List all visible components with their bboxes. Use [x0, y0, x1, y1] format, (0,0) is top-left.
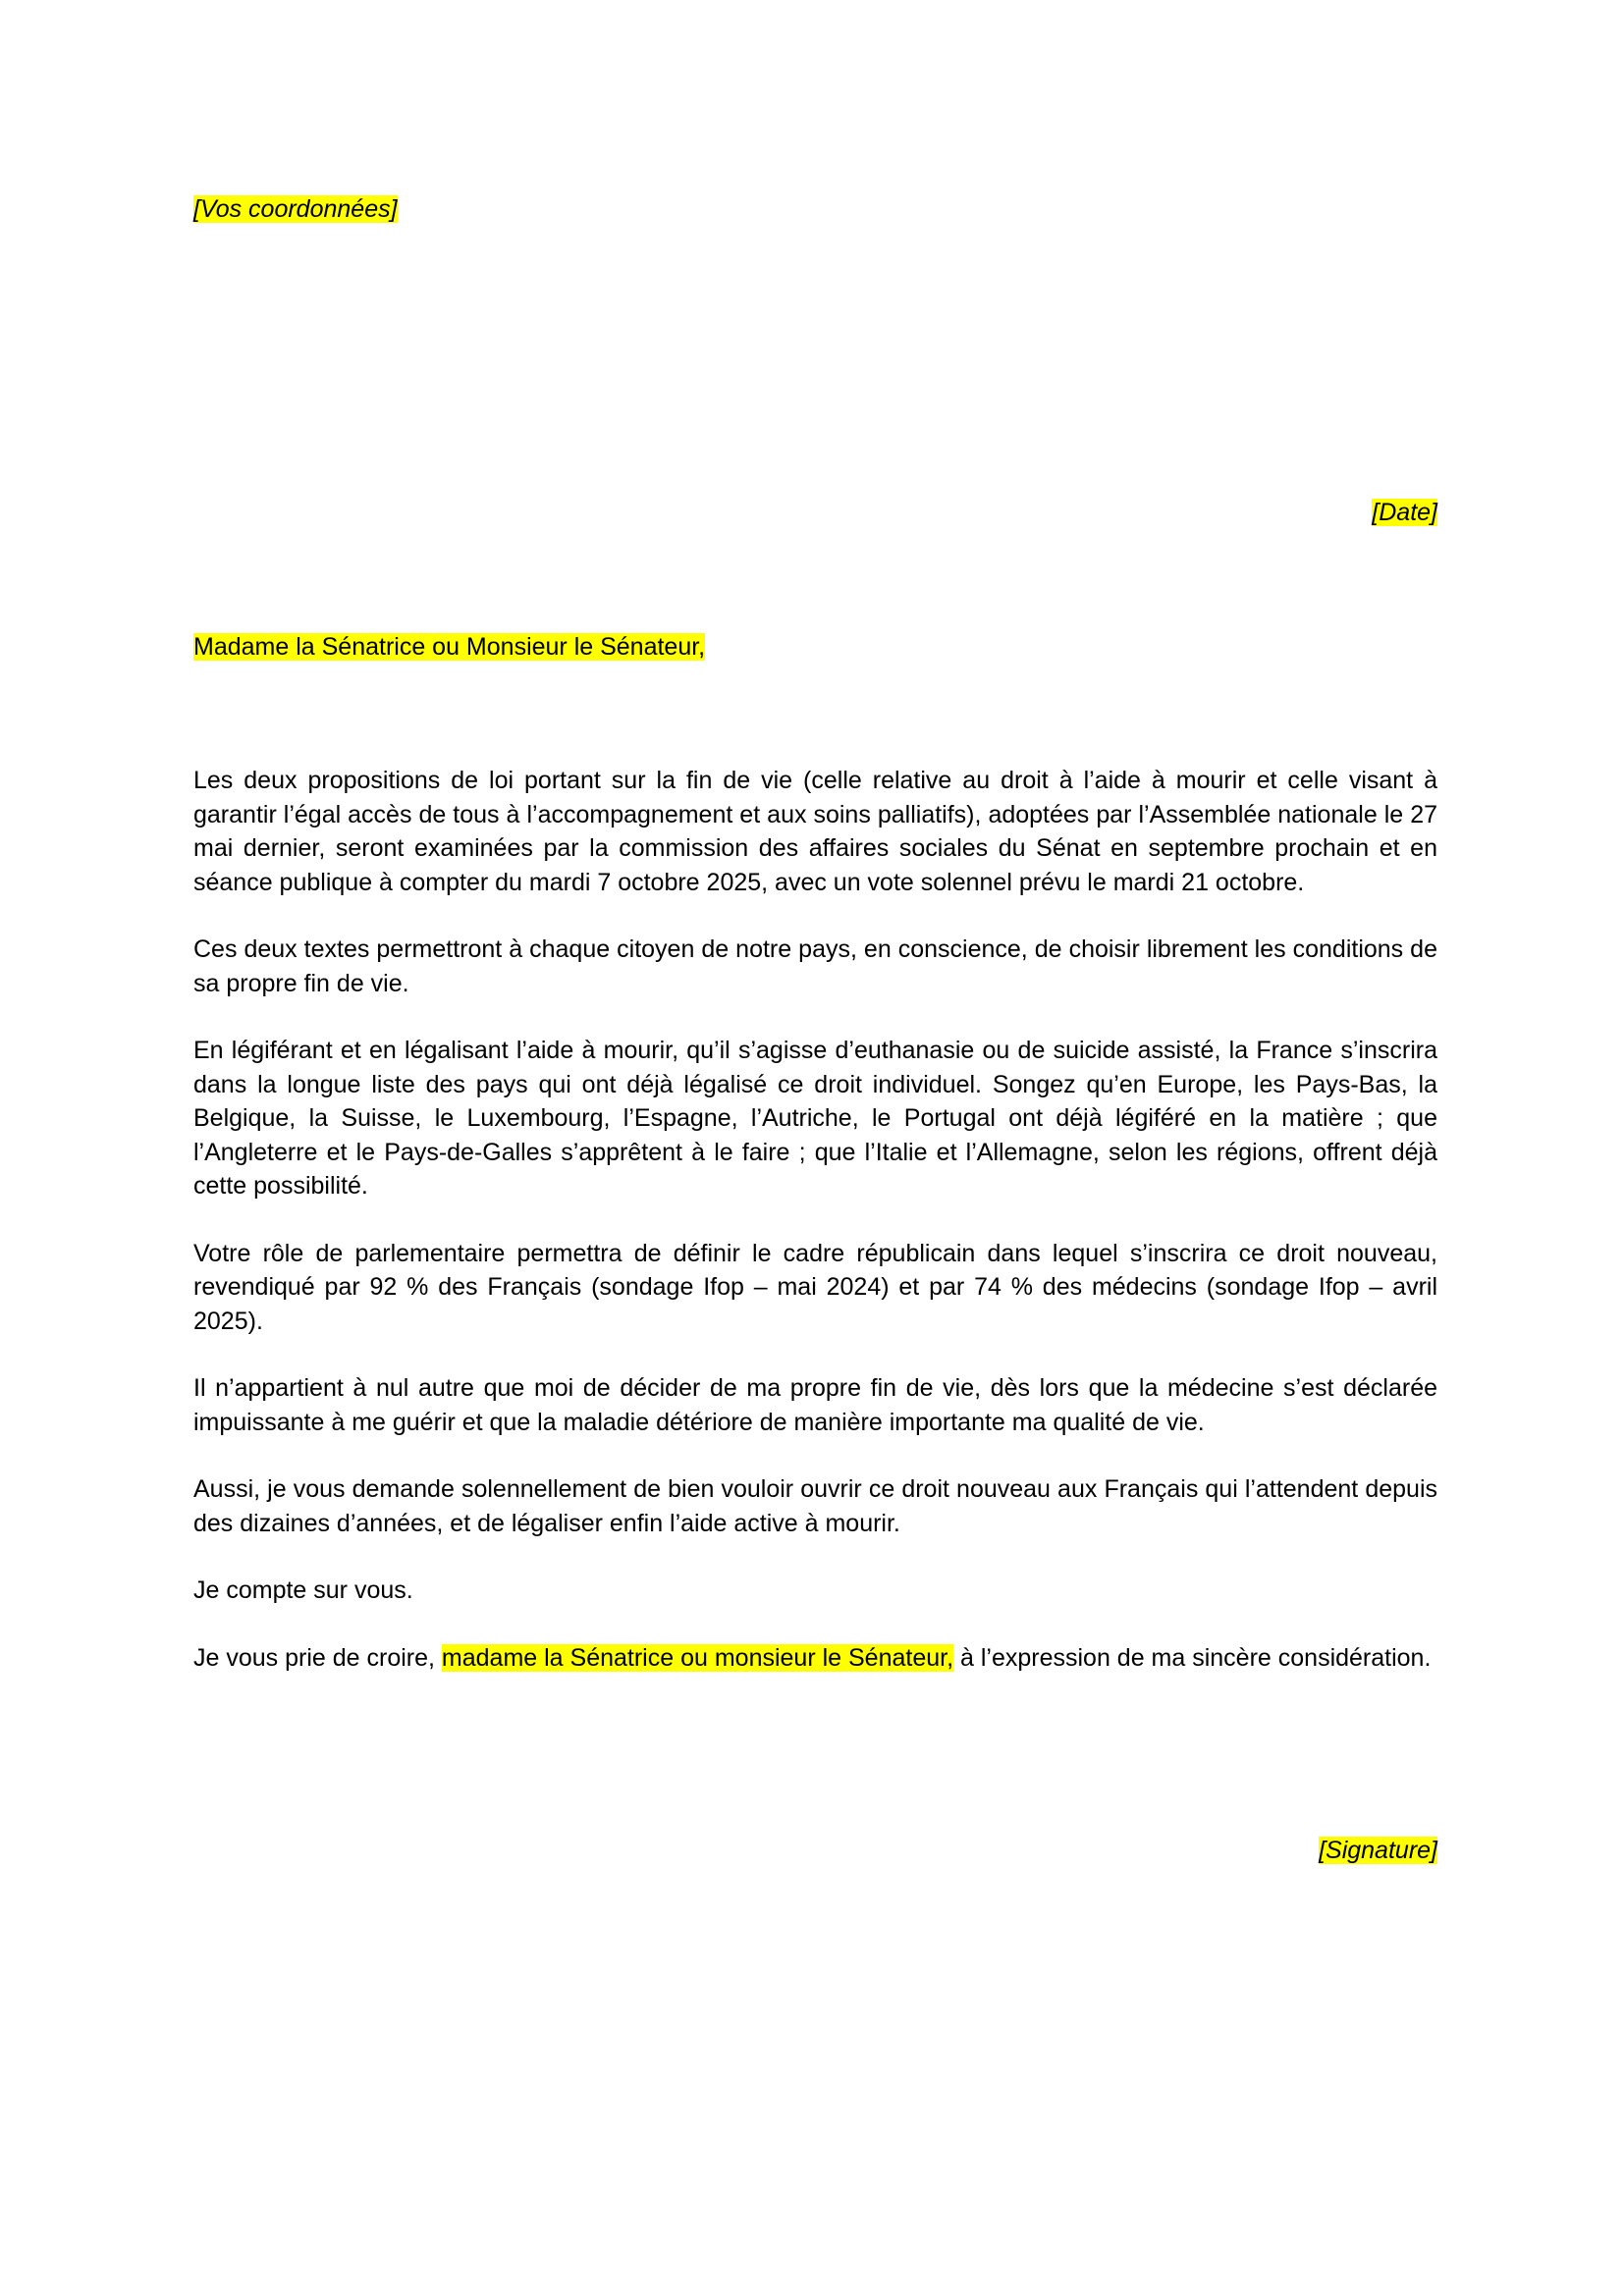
paragraph-2: Ces deux textes permettront à chaque citoyen de notre pays, en conscience, de choisir librement les conditions de sa propre fin de vie.	[193, 935, 1437, 997]
signature-placeholder	[1319, 1834, 1437, 1867]
salutation	[193, 630, 705, 664]
closing-formula	[193, 1641, 1437, 1676]
date-placeholder	[1372, 496, 1437, 529]
paragraph-1: Les deux propositions de loi portant sur la fin de vie (celle relative au droit à l’aide à mourir et celle visant à garantir l’égal accès de tous à l’accompagnement et aux soins palliatifs), adoptées par l’Assemblée nationale le 27 mai dernier, seront examinées par la commission des affaires sociales du Sénat en septembre prochain et en séance publique à compter du mardi 7 octobre 2025, avec un vote solennel prévu le mardi 21 octobre.	[193, 767, 1437, 896]
paragraph-6: Aussi, je vous demande solennellement de bien vouloir ouvrir ce droit nouveau aux Français qui l’attendent depuis des dizaines d’années, et de légaliser enfin l’aide active à mourir.	[193, 1475, 1437, 1537]
closing-before: Je vous prie de croire,	[193, 1643, 442, 1672]
paragraph-3: En légiférant et en légalisant l’aide à mourir, qu’il s’agisse d’euthanasie ou de suicide assisté, la France s’inscrira dans la longue liste des pays qui ont déjà légalisé ce droit individuel. Songez qu’en Europe, les Pays-Bas, la Belgique, la Suisse, le Luxembourg, l’Espagne, l’Autriche, le Portugal ont déjà légiféré en la matière ; que l’Angleterre et le Pays-de-Galles s’apprêtent à le faire ; que l’Italie et l’Allemagne, selon les régions, offrent déjà cette possibilité.	[193, 1037, 1437, 1200]
paragraph-5: Il n’appartient à nul autre que moi de décider de ma propre fin de vie, dès lors que la médecine s’est déclarée impuissante à me guérir et que la maladie détériore de manière importante ma qualité de vie.	[193, 1374, 1437, 1436]
paragraph-7: Je compte sur vous.	[193, 1576, 413, 1604]
salutation-highlight: Madame la Sénatrice ou Monsieur le Sénateur,	[193, 633, 706, 661]
signature-highlight: [Signature]	[1319, 1837, 1437, 1864]
sender-highlight: [Vos coordonnées]	[193, 195, 398, 223]
letter-body	[193, 764, 1437, 1708]
closing-after: à l’expression de ma sincère considération.	[953, 1643, 1432, 1672]
date-highlight: [Date]	[1372, 499, 1437, 526]
sender-address-placeholder	[193, 192, 398, 226]
paragraph-4: Votre rôle de parlementaire permettra de définir le cadre républicain dans lequel s’inscrira ce droit nouveau, revendiqué par 92 % des Français (sondage Ifop – mai 2024) et par 74 % des médecins (sondage Ifop – avril 2025).	[193, 1239, 1437, 1335]
closing-highlight: madame la Sénatrice ou monsieur le Sénateur,	[441, 1643, 954, 1672]
